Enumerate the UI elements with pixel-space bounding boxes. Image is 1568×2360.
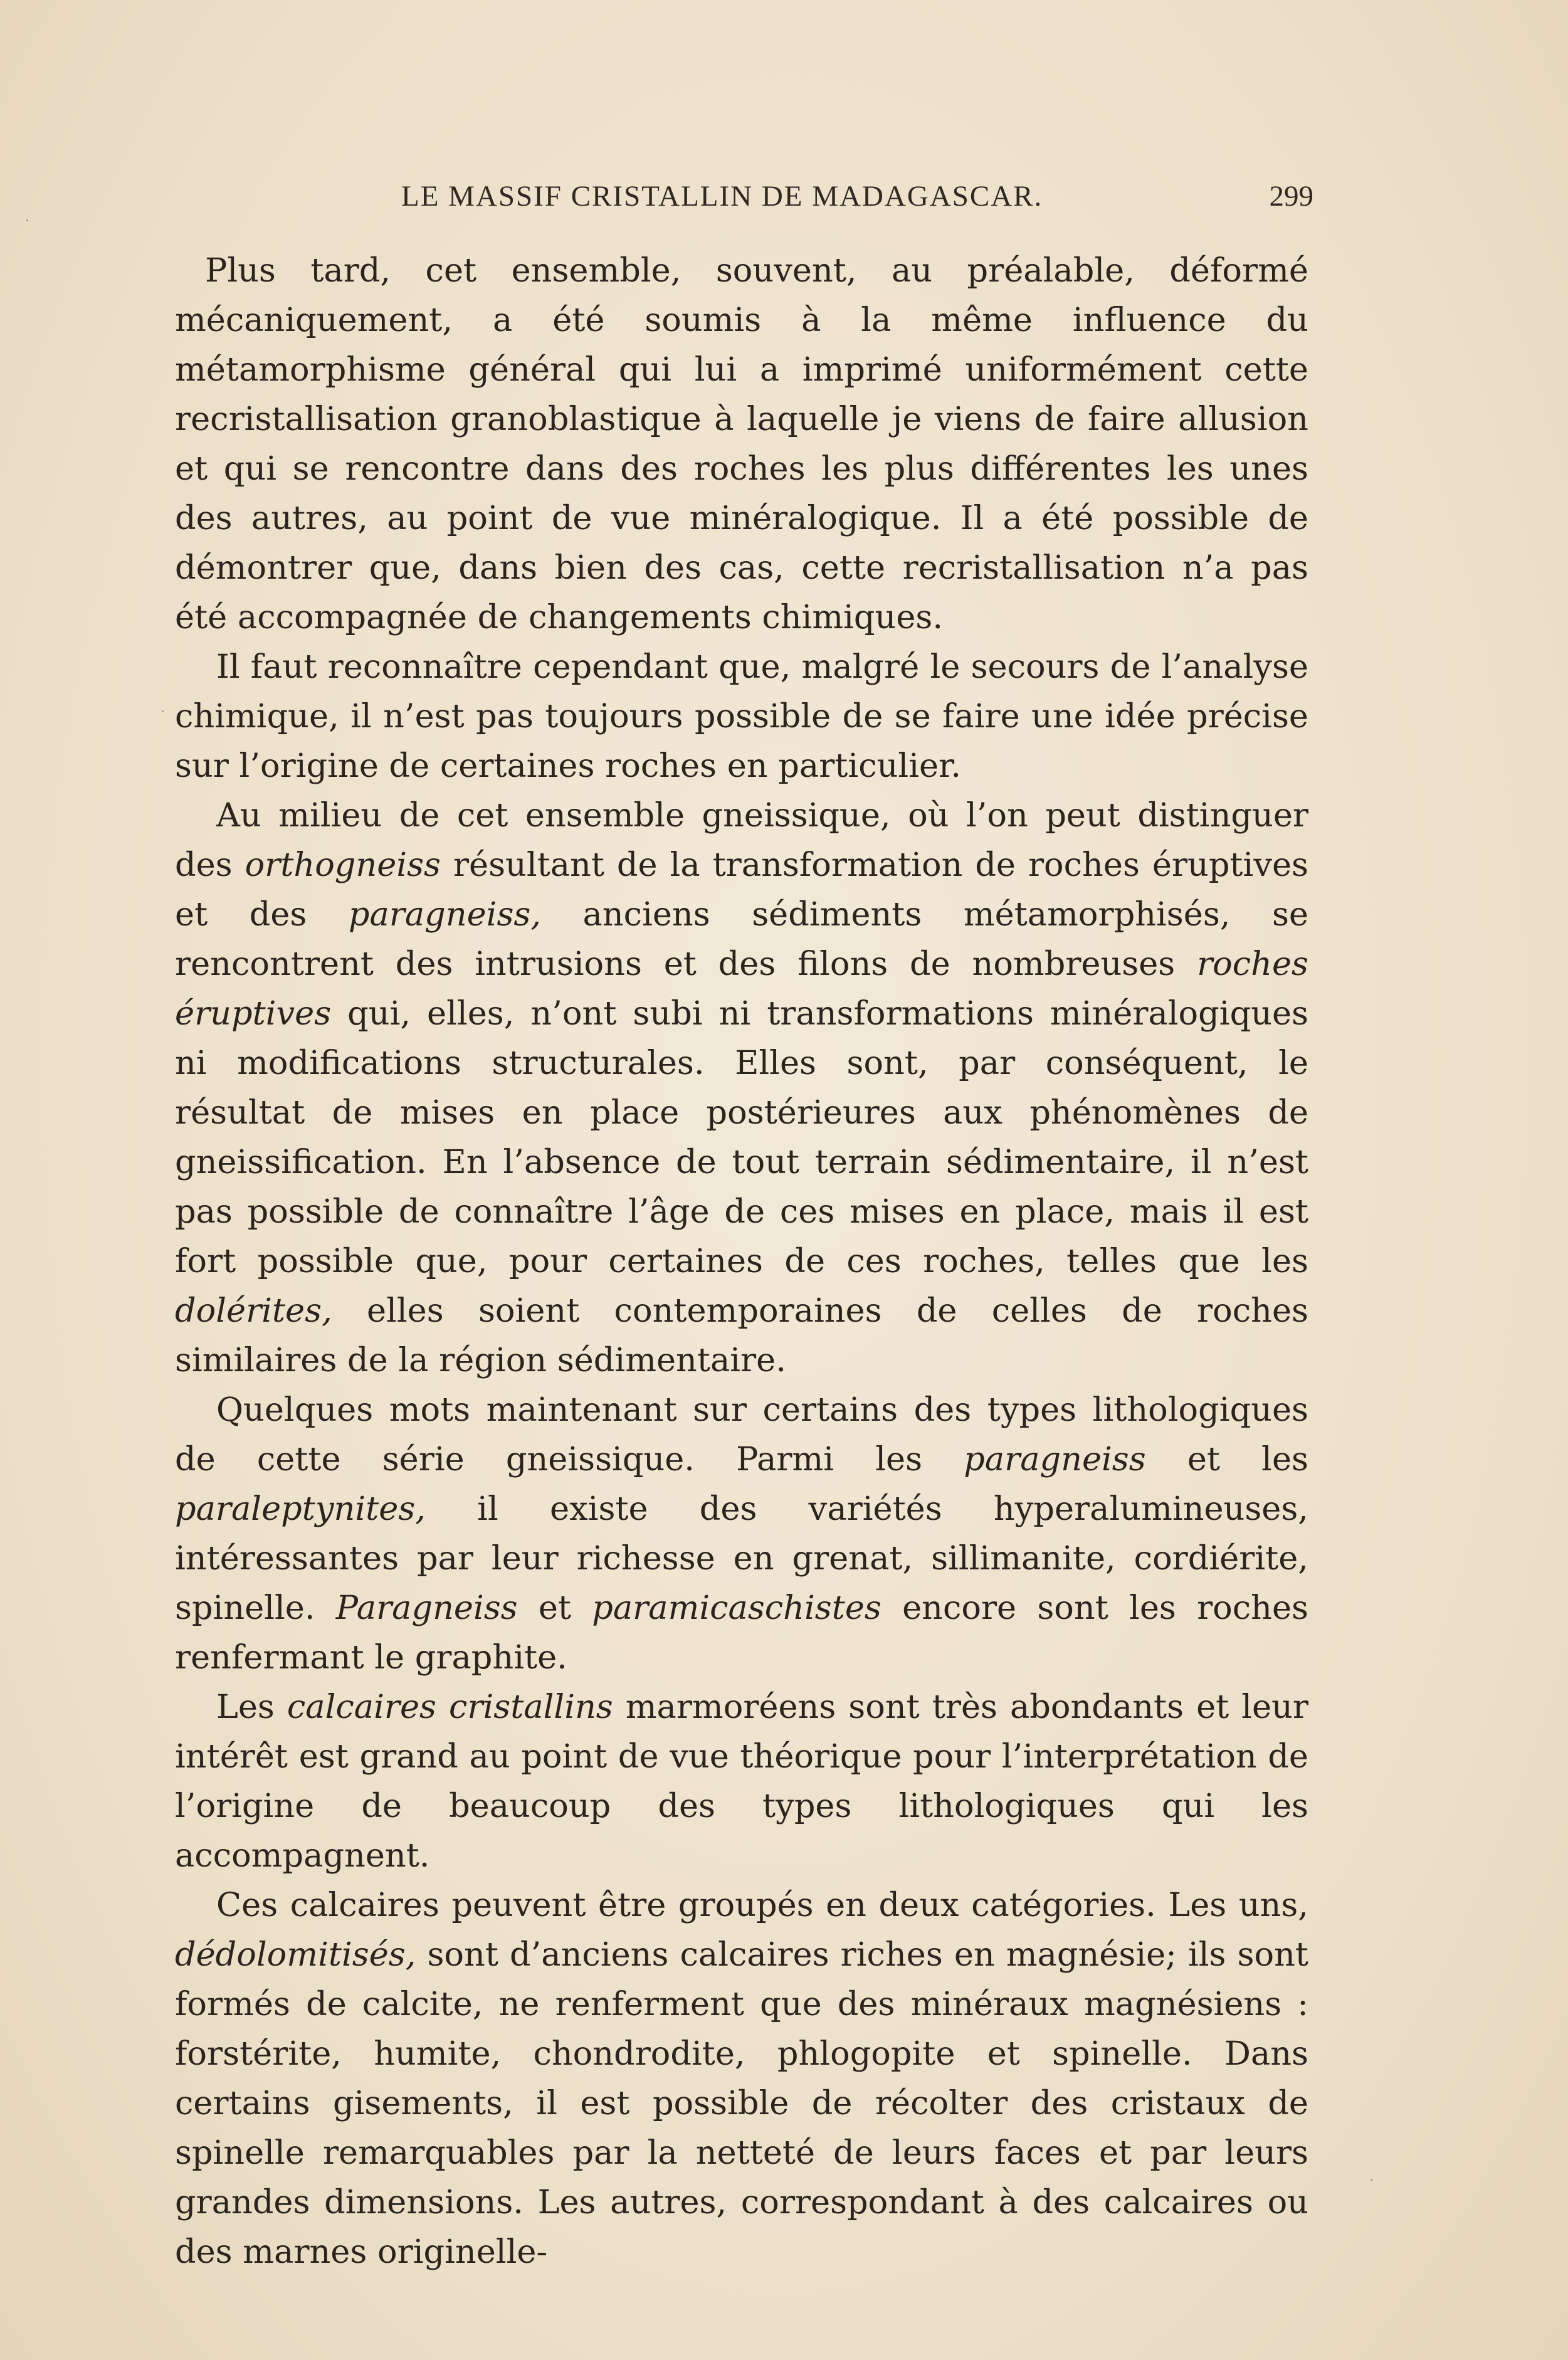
paragraph — [175, 246, 1308, 642]
text-run: marmoréens sont très abondants et leur intérêt est grand au point de vue théorique pour l’interprétation de l’origine de beaucoup des types lithologiques qui les accompagnent. — [175, 1688, 1308, 1875]
text-run: elles soient contemporaines de celles de roches similaires de la région sédimentaire. — [175, 1292, 1308, 1379]
paper-speck — [162, 710, 164, 712]
text-run: qui, elles, n’ont subi ni transformations minéralogiques ni modifications structurales. Elles sont, par conséquent, le résultat de mises en place postérieures aux phénomènes de gneissification. En l’absence de tout terrain sédimentaire, il n’est pas possible de connaître l’âge de ces mises en place, mais il est fort possible que, pour certaines de ces roches, telles que les — [175, 994, 1308, 1280]
page-header — [166, 179, 1313, 217]
text-run: Plus tard, cet ensemble, souvent, au préalable, déformé mécaniquement, a été soumis à la même influence du métamorphisme général qui lui a imprimé uniformément cette recristallisation granoblastique à laquelle je viens de faire allusion et qui se rencontre dans des roches les plus différentes les unes des autres, au point de vue minéralogique. Il a été possible de démontrer que, dans bien des cas, cette recristallisation n’a pas été accompagnée de changements chimiques. — [175, 251, 1308, 636]
text-run: il existe des variétés hyperalumineuses, intéressantes par leur richesse en grenat, sillimanite, cordiérite, spinelle. — [175, 1490, 1308, 1627]
text-run: et les — [1145, 1440, 1308, 1478]
italic-term: orthogneiss — [245, 846, 441, 884]
italic-term: Paragneiss — [335, 1589, 518, 1627]
italic-term: paragneiss — [964, 1440, 1146, 1478]
body-text — [175, 246, 1308, 2277]
paragraph — [175, 1385, 1308, 1682]
text-run: sont d’anciens calcaires riches en magnésie; ils sont formés de calcite, ne renferment que des minéraux magnésiens : forstérite, humite, chondrodite, phlogopite et spinelle. Dans certains gisements, il est possible de récolter des cristaux de spinelle remarquables par la netteté de leurs faces et par leurs grandes dimensions. Les autres, correspondant à des calcaires ou des marnes originelle- — [175, 1936, 1308, 2271]
italic-term: calcaires cristallins — [287, 1688, 613, 1726]
italic-term: paramicaschistes — [592, 1589, 881, 1627]
italic-term: dolérites, — [175, 1292, 332, 1330]
text-run: Quelques mots maintenant sur certains des types lithologiques de cette série gneissique. Parmi les — [175, 1391, 1308, 1478]
text-run: Au milieu de cet ensemble gneissique, où l’on peut distinguer des — [175, 796, 1308, 884]
text-run: anciens sédiments métamorphisés, se rencontrent des intrusions et des filons de nombreuses — [175, 895, 1308, 983]
italic-term: paragneiss, — [348, 895, 542, 934]
paragraph — [175, 1880, 1308, 2277]
text-run: et — [517, 1589, 592, 1627]
paragraph — [175, 642, 1308, 791]
page-number: 299 — [1269, 180, 1313, 213]
text-run: résultant de la transformation de roches éruptives et des — [175, 846, 1308, 934]
italic-term: dédolomitisés, — [175, 1936, 416, 1974]
paper-speck — [1371, 2179, 1372, 2181]
paragraph — [175, 1682, 1308, 1880]
paper-speck — [26, 219, 28, 221]
text-run: encore sont les roches renfermant le graphite. — [175, 1589, 1308, 1677]
italic-term: paraleptynites, — [175, 1490, 426, 1528]
running-title: LE MASSIF CRISTALLIN DE MADAGASCAR. — [401, 180, 1043, 213]
text-run: Ces calcaires peuvent être groupés en deux catégories. Les uns, — [216, 1886, 1308, 1924]
paragraph — [175, 791, 1308, 1385]
text-run: Il faut reconnaître cependant que, malgré le secours de l’analyse chimique, il n’est pas toujours possible de se faire une idée précise sur l’origine de certaines roches en particulier. — [175, 648, 1308, 785]
italic-term: roches éruptives — [175, 945, 1308, 1033]
text-run: Les — [216, 1688, 287, 1726]
